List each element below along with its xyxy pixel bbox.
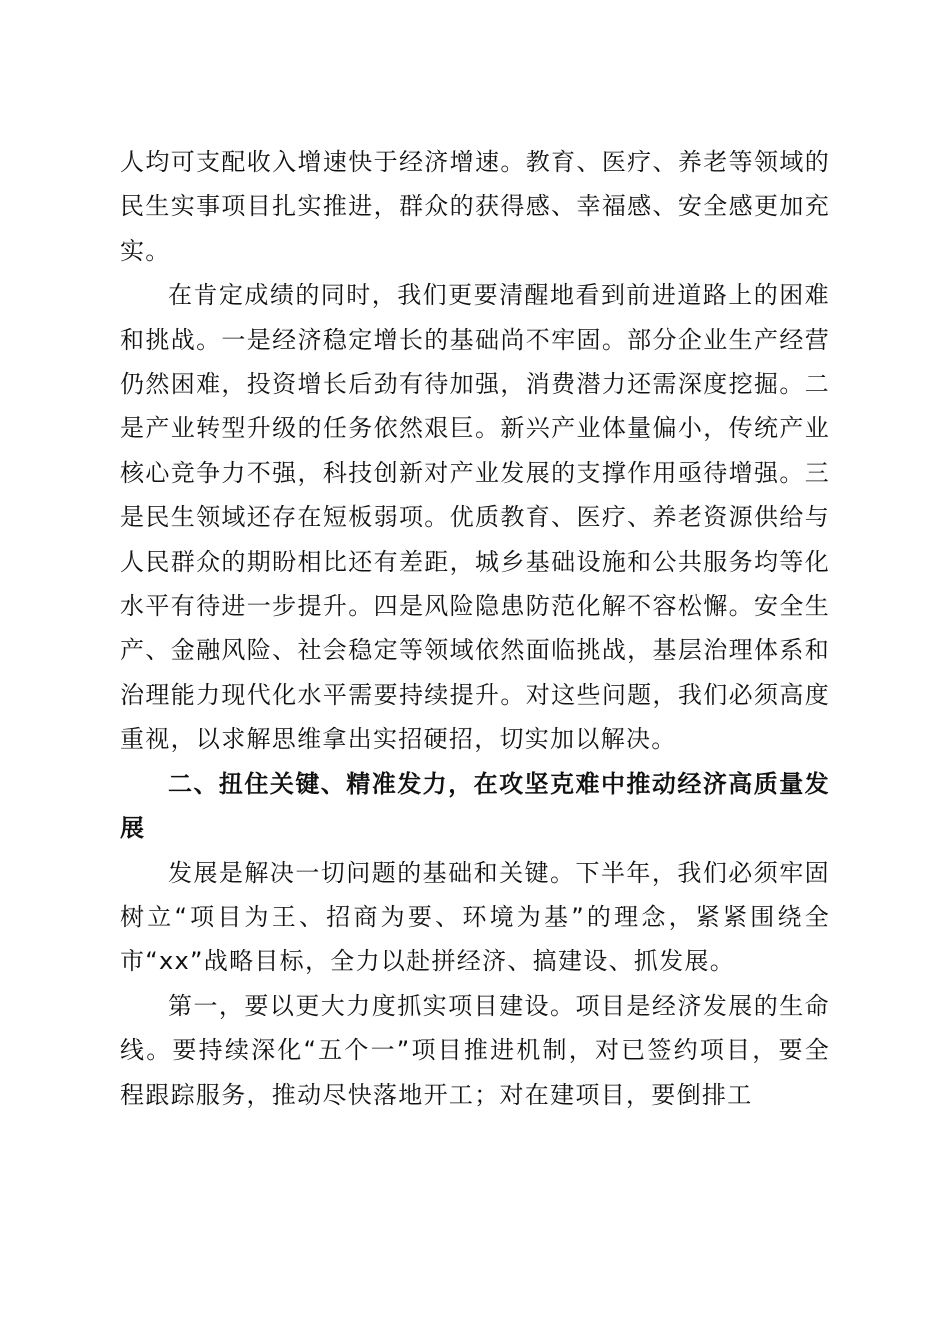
- paragraph-project-construction: 第一，要以更大力度抓实项目建设。项目是经济发展的生命线。要持续深化“五个一”项目推进机制，对已签约项目，要全程跟踪服务，推动尽快落地开工；对在建项目，要倒排工: [120, 991, 830, 1109]
- paragraph-development-foundation: 发展是解决一切问题的基础和关键。下半年，我们必须牢固树立“项目为王、招商为要、环境为基”的理念，紧紧围绕全市“xx”战略目标，全力以赴拼经济、搞建设、抓发展。: [120, 858, 830, 976]
- paragraph-difficulties-and-challenges: 在肯定成绩的同时，我们更要清醒地看到前进道路上的困难和挑战。一是经济稳定增长的基础尚不牢固。部分企业生产经营仍然困难，投资增长后劲有待加强，消费潜力还需深度挖掘。二是产业转型升级的任务依然艰巨。新兴产业体量偏小，传统产业核心竞争力不强，科技创新对产业发展的支撑作用亟待增强。三是民生领域还存在短板弱项。优质教育、医疗、养老资源供给与人民群众的期盼相比还有差距，城乡基础设施和公共服务均等化水平有待进一步提升。四是风险隐患防范化解不容松懈。安全生产、金融风险、社会稳定等领域依然面临挑战，基层治理体系和治理能力现代化水平需要持续提升。对这些问题，我们必须高度重视，以求解思维拿出实招硬招，切实加以解决。: [120, 281, 830, 754]
- document-body: [120, 140, 830, 1117]
- section-heading-2: 二、扭住关键、精准发力，在攻坚克难中推动经济高质量发展: [120, 769, 830, 843]
- paragraph-continuation: 人均可支配收入增速快于经济增速。教育、医疗、养老等领域的民生实事项目扎实推进，群众的获得感、幸福感、安全感更加充实。: [120, 148, 830, 265]
